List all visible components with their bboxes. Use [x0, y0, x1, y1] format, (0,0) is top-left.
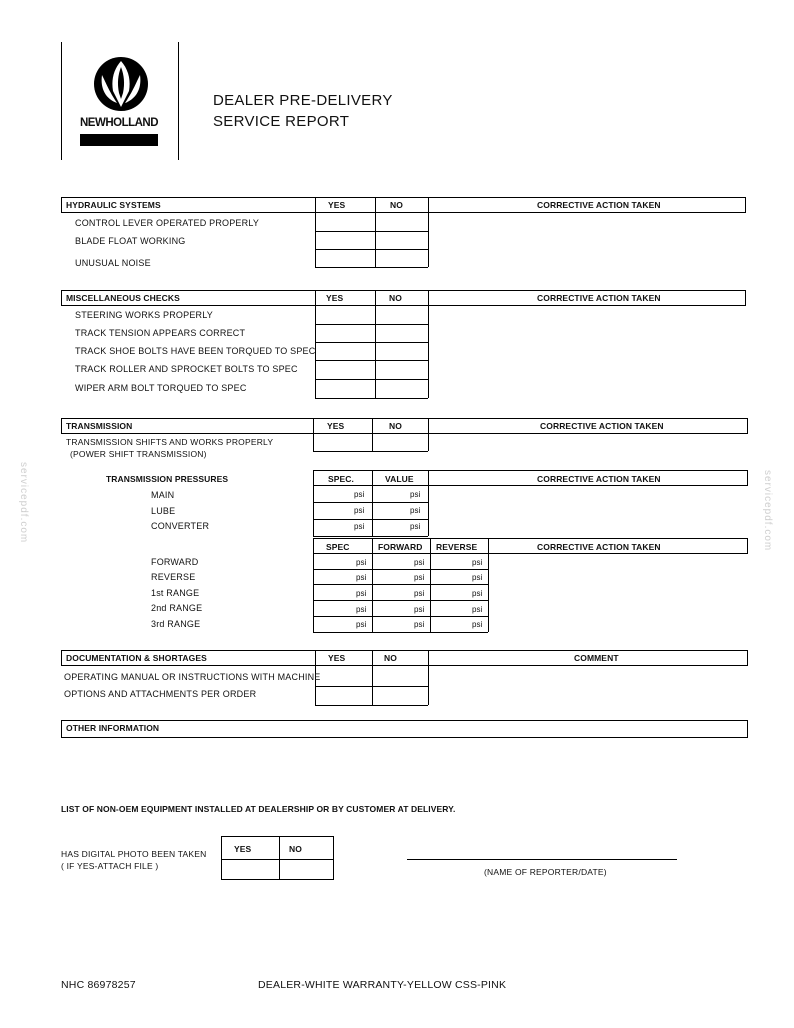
photo-div [279, 836, 280, 880]
press2-row-line [313, 584, 488, 585]
misc-item-4: WIPER ARM BOLT TORQUED TO SPEC [75, 383, 247, 393]
photo-yes-label[interactable]: YES [234, 844, 252, 854]
press2-row-line [313, 569, 488, 570]
press2-div-4 [488, 538, 489, 632]
misc-row-line [315, 342, 428, 343]
hydraulic-no-label: NO [390, 200, 403, 210]
hyd-row-line [315, 231, 428, 232]
title-line-1: DEALER PRE-DELIVERY [213, 92, 393, 109]
photo-row-line [221, 859, 334, 860]
watermark-left: servicepdf.com [18, 462, 29, 544]
hyd-div-1 [315, 197, 316, 267]
trans-div-1 [313, 418, 314, 451]
psi-unit: psi [356, 589, 367, 598]
documentation-item-0: OPERATING MANUAL OR INSTRUCTIONS WITH MACHINE [64, 672, 321, 682]
psi-unit: psi [414, 589, 425, 598]
pressure-item-converter: CONVERTER [151, 521, 210, 531]
transmission-action-label: CORRECTIVE ACTION TAKEN [540, 421, 664, 431]
pressures-spec-label: SPEC. [328, 474, 355, 484]
press-row-line [313, 502, 428, 503]
brand-name: NEWHOLLAND [80, 117, 159, 129]
doc-row-line [315, 705, 428, 706]
psi-unit: psi [472, 620, 483, 629]
documentation-item-1: OPTIONS AND ATTACHMENTS PER ORDER [64, 689, 257, 699]
hydraulic-action-label: CORRECTIVE ACTION TAKEN [537, 200, 661, 210]
press-row-line [313, 519, 428, 520]
psi-unit: psi [356, 573, 367, 582]
misc-div-2 [375, 290, 376, 398]
hyd-div-3 [428, 197, 429, 267]
misc-row-line [315, 379, 428, 380]
logo-right-rule [178, 42, 179, 160]
psi-unit: psi [414, 558, 425, 567]
doc-row-line [315, 686, 428, 687]
psi-unit: psi [414, 573, 425, 582]
doc-div-3 [428, 650, 429, 705]
pressures2-forward-label: FORWARD [378, 542, 423, 552]
doc-div-2 [372, 650, 373, 705]
pressures-value-label: VALUE [385, 474, 414, 484]
psi-unit: psi [472, 605, 483, 614]
psi-unit: psi [354, 506, 365, 515]
title-line-2: SERVICE REPORT [213, 113, 350, 130]
trans-row-line [313, 451, 428, 452]
photo-yes-no-box [221, 836, 334, 880]
press2-row-line [313, 632, 488, 633]
misc-row-line [315, 360, 428, 361]
copy-distribution: DEALER-WHITE WARRANTY-YELLOW CSS-PINK [258, 979, 507, 991]
press-div-2 [372, 470, 373, 536]
psi-unit: psi [356, 620, 367, 629]
misc-action-label: CORRECTIVE ACTION TAKEN [537, 293, 661, 303]
psi-unit: psi [356, 558, 367, 567]
psi-unit: psi [472, 589, 483, 598]
reporter-label: (NAME OF REPORTER/DATE) [484, 867, 607, 877]
photo-question-line-2: ( IF YES-ATTACH FILE ) [61, 861, 159, 871]
reporter-signature-line[interactable] [407, 859, 677, 860]
photo-no-label[interactable]: NO [289, 844, 302, 854]
other-info-title: OTHER INFORMATION [66, 723, 160, 733]
misc-row-line [315, 324, 428, 325]
logo-left-rule [61, 42, 62, 160]
press2-row-line [313, 616, 488, 617]
misc-item-0: STEERING WORKS PROPERLY [75, 310, 213, 320]
psi-unit: psi [414, 605, 425, 614]
psi-unit: psi [410, 522, 421, 531]
hyd-div-2 [375, 197, 376, 267]
press2-div-2 [372, 538, 373, 632]
misc-row-line [315, 398, 428, 399]
pressure2-item-3: 2nd RANGE [151, 603, 203, 613]
hyd-row-line [315, 249, 428, 250]
pressures-header-box [313, 470, 748, 486]
psi-unit: psi [472, 573, 483, 582]
pressures2-action-label: CORRECTIVE ACTION TAKEN [537, 542, 661, 552]
photo-question-line-1: HAS DIGITAL PHOTO BEEN TAKEN [61, 849, 207, 859]
psi-unit: psi [410, 490, 421, 499]
misc-no-label: NO [389, 293, 402, 303]
press2-row-line [313, 600, 488, 601]
hydraulic-item-0: CONTROL LEVER OPERATED PROPERLY [75, 218, 260, 228]
hydraulic-title: HYDRAULIC SYSTEMS [66, 200, 161, 210]
press-div-3 [428, 470, 429, 536]
misc-div-3 [428, 290, 429, 398]
pressure-item-lube: LUBE [151, 506, 176, 516]
press2-div-1 [313, 538, 314, 632]
pressures2-spec-label: SPEC [326, 542, 350, 552]
press2-div-3 [430, 538, 431, 632]
non-oem-text: LIST OF NON-OEM EQUIPMENT INSTALLED AT DEALERSHIP OR BY CUSTOMER AT DELIVERY. [61, 804, 456, 814]
misc-item-3: TRACK ROLLER AND SPROCKET BOLTS TO SPEC [75, 364, 298, 374]
documentation-comment-label: COMMENT [574, 653, 619, 663]
new-holland-leaf-icon [92, 55, 150, 113]
pressures2-reverse-label: REVERSE [436, 542, 478, 552]
pressure2-item-1: REVERSE [151, 572, 196, 582]
documentation-yes-label: YES [328, 653, 346, 663]
psi-unit: psi [354, 490, 365, 499]
misc-div-1 [315, 290, 316, 398]
hyd-row-line [315, 267, 428, 268]
transmission-title: TRANSMISSION [66, 421, 133, 431]
pressure-item-main: MAIN [151, 490, 175, 500]
pressure2-item-0: FORWARD [151, 557, 199, 567]
watermark-right: servicepdf.com [762, 470, 773, 552]
documentation-no-label: NO [384, 653, 397, 663]
trans-div-3 [428, 418, 429, 451]
press-row-line [313, 536, 428, 537]
pressures-title: TRANSMISSION PRESSURES [106, 474, 229, 484]
misc-item-1: TRACK TENSION APPEARS CORRECT [75, 328, 246, 338]
psi-unit: psi [410, 506, 421, 515]
hydraulic-yes-label: YES [328, 200, 346, 210]
psi-unit: psi [354, 522, 365, 531]
press-div-1 [313, 470, 314, 536]
form-number: NHC 86978257 [61, 979, 136, 991]
documentation-title: DOCUMENTATION & SHORTAGES [66, 653, 207, 663]
hydraulic-item-2: UNUSUAL NOISE [75, 258, 151, 268]
pressure2-item-2: 1st RANGE [151, 588, 200, 598]
misc-item-2: TRACK SHOE BOLTS HAVE BEEN TORQUED TO SPEC [75, 346, 316, 356]
misc-yes-label: YES [326, 293, 344, 303]
hydraulic-item-1: BLADE FLOAT WORKING [75, 236, 186, 246]
misc-title: MISCELLANEOUS CHECKS [66, 293, 180, 303]
transmission-item-line-2: (POWER SHIFT TRANSMISSION) [70, 449, 207, 459]
brand-bar [80, 134, 158, 146]
psi-unit: psi [472, 558, 483, 567]
pressure2-item-4: 3rd RANGE [151, 619, 201, 629]
transmission-item-line-1: TRANSMISSION SHIFTS AND WORKS PROPERLY [66, 437, 274, 447]
psi-unit: psi [356, 605, 367, 614]
transmission-no-label: NO [389, 421, 402, 431]
trans-div-2 [372, 418, 373, 451]
psi-unit: psi [414, 620, 425, 629]
transmission-yes-label: YES [327, 421, 345, 431]
pressures-action-label: CORRECTIVE ACTION TAKEN [537, 474, 661, 484]
other-info-header [61, 720, 748, 738]
